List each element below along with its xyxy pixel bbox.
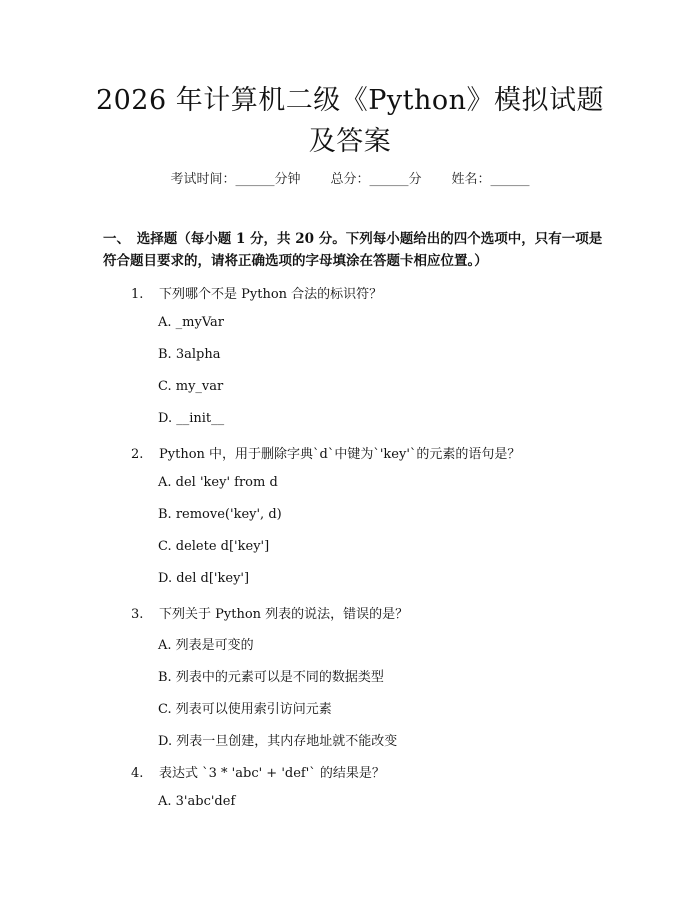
- question-3-option-d: D. 列表一旦创建，其内存地址就不能改变: [158, 734, 398, 749]
- question-1-option-b: B. 3alpha: [158, 347, 221, 362]
- question-text: 表达式 `3 * 'abc' + 'def'` 的结果是？: [159, 766, 385, 781]
- question-1-option-c: C. my_var: [158, 379, 224, 394]
- exam-score: 总分：______分: [330, 172, 422, 187]
- question-number: 2.: [131, 447, 144, 462]
- question-2: [131, 443, 520, 462]
- question-number: 1.: [131, 287, 144, 302]
- question-3-option-a: A. 列表是可变的: [158, 638, 254, 653]
- question-3-option-b: B. 列表中的元素可以是不同的数据类型: [158, 670, 384, 685]
- document-title: 2026 年计算机二级《Python》模拟试题及答案: [95, 85, 605, 157]
- question-1-option-d: D. __init__: [158, 411, 225, 426]
- exam-time: 考试时间：______分钟: [170, 172, 301, 187]
- question-3-option-c: C. 列表可以使用索引访问元素: [158, 702, 332, 717]
- question-2-option-d: D. del d['key']: [158, 571, 250, 586]
- question-3: [131, 603, 408, 622]
- question-1: [131, 283, 382, 302]
- question-text: Python 中，用于删除字典`d`中键为`'key'`的元素的语句是？: [159, 447, 521, 462]
- exam-name: 姓名：______: [451, 172, 530, 187]
- question-text: 下列关于 Python 列表的说法，错误的是？: [159, 607, 409, 622]
- question-number: 3.: [131, 607, 144, 622]
- question-number: 4.: [131, 766, 144, 781]
- question-4: [131, 762, 385, 781]
- question-2-option-a: A. del 'key' from d: [158, 475, 278, 490]
- question-2-option-b: B. remove('key', d): [158, 507, 282, 522]
- question-2-option-c: C. delete d['key']: [158, 539, 270, 554]
- exam-meta: [0, 168, 700, 187]
- question-4-option-a: A. 3'abc'def: [158, 794, 236, 809]
- question-1-option-a: A. _myVar: [158, 315, 224, 330]
- section-heading: 一、 选择题（每小题 1 分，共 20 分。下列每小题给出的四个选项中，只有一项是符合题目要求的，请将正确选项的字母填涂在答题卡相应位置。）: [103, 231, 603, 269]
- question-text: 下列哪个不是 Python 合法的标识符？: [159, 287, 383, 302]
